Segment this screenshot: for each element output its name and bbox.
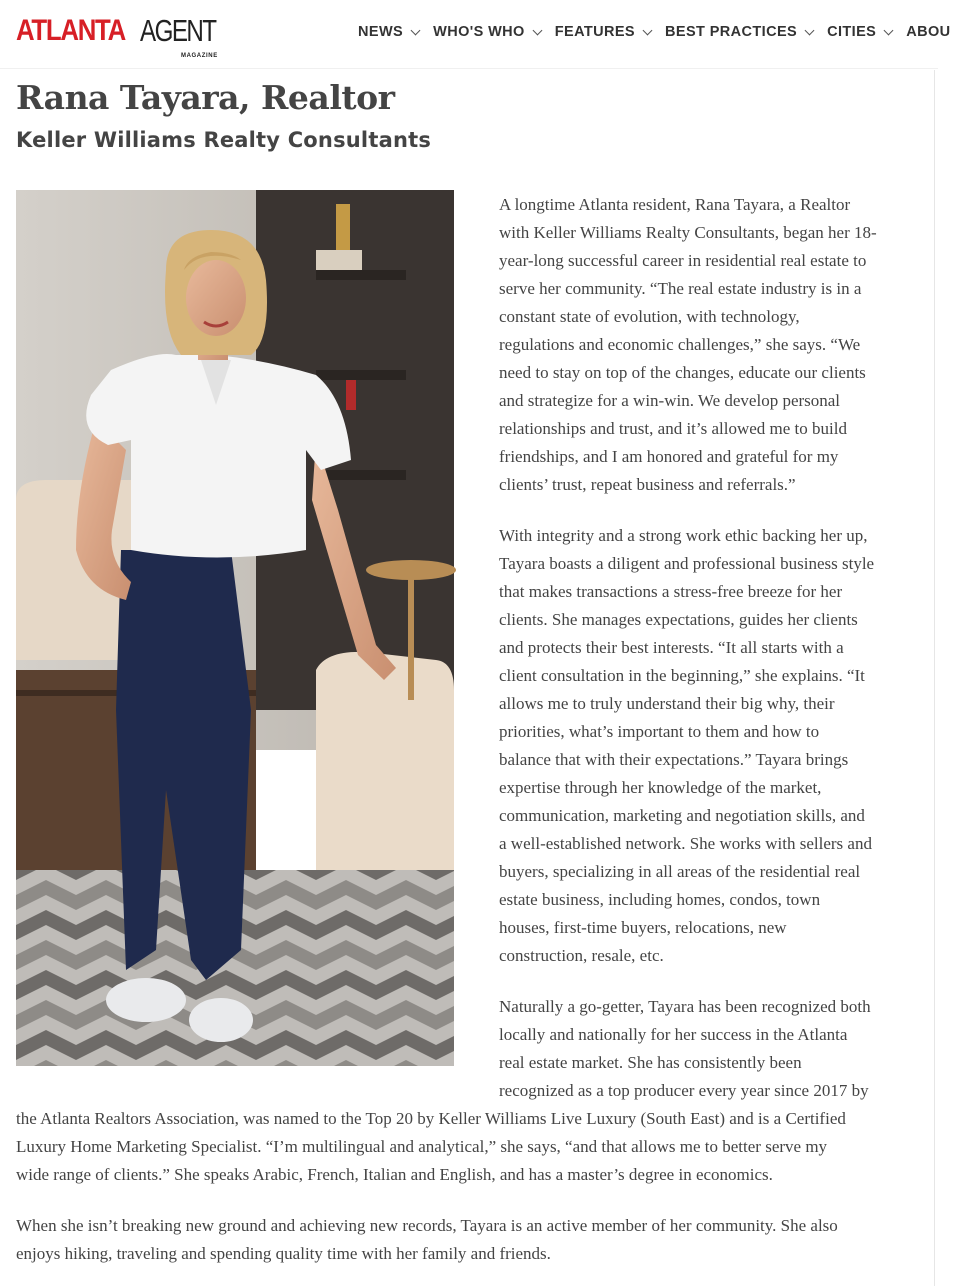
site-header — [0, 0, 951, 70]
paragraph-line: When she isn’t breaking new ground and achieving new records, Tayara is an active member of her community. She also — [16, 1216, 838, 1235]
paragraph-line: clients’ trust, repeat business and referrals.” — [499, 475, 796, 494]
paragraph-line: communication, marketing and negotiation skills, and — [499, 806, 865, 825]
paragraph-line: With integrity and a strong work ethic backing her up, — [499, 526, 868, 545]
paragraph-line: and protects their best interests. “It all starts with a — [499, 638, 844, 657]
nav-item-whos-who[interactable] — [433, 24, 541, 40]
paragraph-line: that makes transactions a stress-free breeze for her — [499, 582, 843, 601]
nav-item-cities[interactable] — [827, 24, 892, 40]
paragraph-line: friendships, and I am honored and grateful for my — [499, 447, 839, 466]
chevron-down-icon — [884, 25, 894, 35]
paragraph-line: constant state of evolution, with technology, — [499, 307, 800, 326]
page-edge-line — [934, 70, 935, 1286]
article-title: Rana Tayara, Realtor — [16, 78, 395, 117]
paragraph-line: expertise through her knowledge of the market, — [499, 778, 822, 797]
paragraph-line: real estate market. She has consistently been — [499, 1053, 802, 1072]
nav-item-label: ABOU — [906, 24, 951, 40]
nav-item-label: BEST PRACTICES — [665, 24, 798, 40]
article-paragraph-4 — [16, 1212, 916, 1268]
paragraph-line: and strategize for a win-win. We develop personal — [499, 391, 841, 410]
paragraph-line: Luxury Home Marketing Specialist. “I’m multilingual and analytical,” she says, “and that allows me to better serve my — [16, 1137, 828, 1156]
paragraph-line: client consultation in the beginning,” she explains. “It — [499, 666, 865, 685]
article-paragraph-2 — [499, 522, 899, 970]
paragraph-line: relationships and trust, and it’s allowed me to build — [499, 419, 847, 438]
paragraph-line: locally and nationally for her success in the Atlanta — [499, 1025, 848, 1044]
paragraph-line: houses, first-time buyers, relocations, new — [499, 918, 787, 937]
paragraph-line: serve her community. “The real estate industry is in a — [499, 279, 862, 298]
chevron-down-icon — [411, 25, 421, 35]
paragraph-line: buyers, specializing in all areas of the residential real — [499, 862, 861, 881]
nav-item-label: NEWS — [358, 24, 404, 40]
paragraph-line: balance that with their expectations.” Tayara brings — [499, 750, 849, 769]
paragraph-line: Naturally a go-getter, Tayara has been recognized both — [499, 997, 871, 1016]
paragraph-line: wide range of clients.” She speaks Arabic, French, Italian and English, and has a master’s degree in economics. — [16, 1165, 773, 1184]
article-paragraph-3-wrapped — [499, 993, 899, 1105]
article-paragraph-3-full — [16, 1105, 916, 1189]
paragraph-line: allows me to truly understand their big why, their — [499, 694, 835, 713]
paragraph-line: construction, resale, etc. — [499, 946, 664, 965]
nav-item-news[interactable] — [358, 24, 419, 40]
paragraph-line: recognized as a top producer every year since 2017 by — [499, 1081, 869, 1100]
main-nav — [358, 24, 965, 40]
article-subtitle: Keller Williams Realty Consultants — [16, 128, 432, 152]
paragraph-line: the Atlanta Realtors Association, was named to the Top 20 by Keller Williams Live Luxury (South East) and is a Certified — [16, 1109, 846, 1128]
paragraph-line: A longtime Atlanta resident, Rana Tayara, a Realtor — [499, 195, 851, 214]
paragraph-line: Tayara boasts a diligent and professional business style — [499, 554, 875, 573]
paragraph-line: regulations and economic challenges,” she says. “We — [499, 335, 861, 354]
paragraph-line: estate business, including homes, condos, town — [499, 890, 821, 909]
paragraph-line: year-long successful career in residential real estate to — [499, 251, 867, 270]
chevron-down-icon — [805, 25, 815, 35]
nav-item-about[interactable] — [906, 24, 950, 40]
nav-item-best-practices[interactable] — [665, 24, 813, 40]
paragraph-line: priorities, what’s important to them and how to — [499, 722, 820, 741]
paragraph-line: a well-established network. She works with sellers and — [499, 834, 872, 853]
paragraph-line: clients. She manages expectations, guides her clients — [499, 610, 858, 629]
paragraph-line: need to stay on top of the changes, educate our clients — [499, 363, 866, 382]
article-paragraph-1 — [499, 191, 899, 499]
nav-item-features[interactable] — [555, 24, 651, 40]
chevron-down-icon — [532, 25, 542, 35]
nav-item-label: FEATURES — [554, 24, 636, 40]
logo-primary-text: ATLANTA — [16, 14, 125, 47]
nav-item-label: CITIES — [827, 24, 877, 40]
paragraph-line: enjoys hiking, traveling and spending quality time with her family and friends. — [16, 1244, 551, 1263]
logo-secondary-text: AGENT — [140, 13, 216, 48]
paragraph-line: with Keller Williams Realty Consultants, began her 18- — [499, 223, 877, 242]
chevron-down-icon — [643, 25, 653, 35]
nav-item-label: WHO'S WHO — [433, 24, 525, 40]
logo-tagline: MAGAZINE — [181, 53, 218, 59]
header-divider — [0, 68, 938, 69]
site-logo[interactable] — [16, 13, 218, 60]
profile-photo — [16, 190, 454, 1066]
